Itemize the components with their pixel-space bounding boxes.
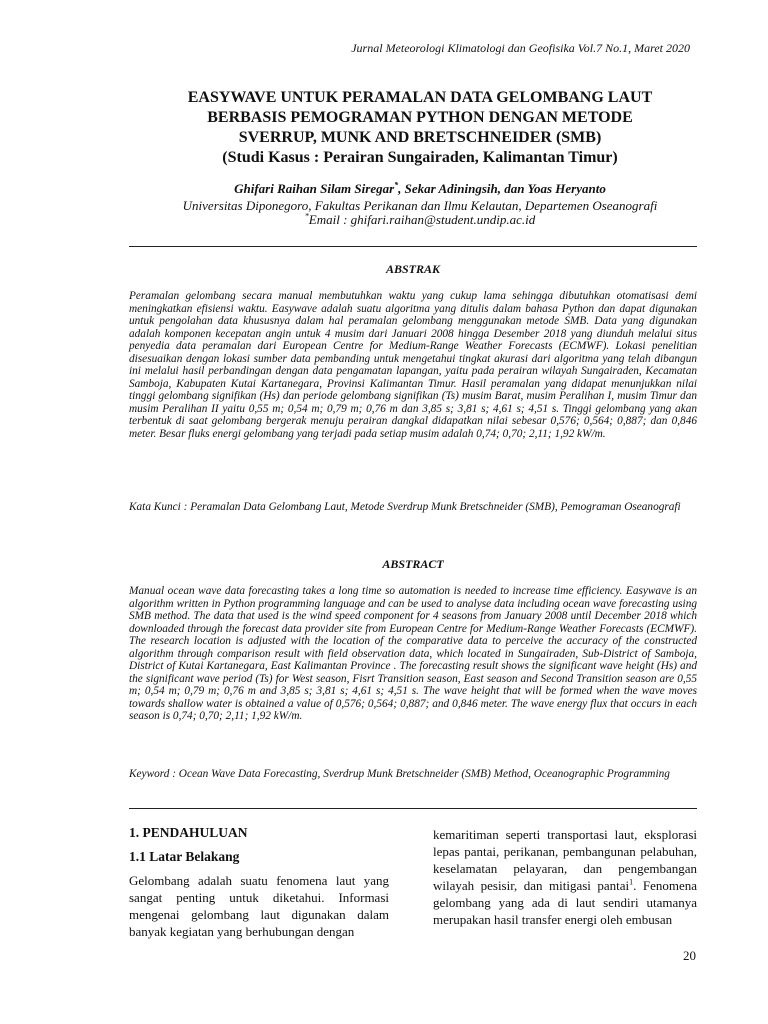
body-left-column (129, 825, 389, 940)
affiliation: Universitas Diponegoro, Fakultas Perikanan dan Ilmu Kelautan, Departemen Oseanografi (182, 198, 658, 213)
author-others: , Sekar Adiningsih, dan Yoas Heryanto (398, 181, 606, 196)
top-divider (129, 246, 697, 247)
abstrak-keywords: Kata Kunci : Peramalan Data Gelombang Laut, Metode Sverdrup Munk Bretschneider (SMB), Pemograman Oseanografi (129, 501, 681, 513)
email-mark: * (304, 211, 309, 221)
journal-header: Jurnal Meteorologi Klimatologi dan Geofisika Vol.7 No.1, Maret 2020 (351, 41, 690, 55)
corresponding-mark: * (394, 180, 399, 190)
author-list (100, 180, 740, 197)
paper-title (120, 88, 720, 168)
title-case-study: (Studi Kasus : Perairan Sungairaden, Kalimantan Timur) (222, 149, 618, 166)
author-1: Ghifari Raihan Silam Siregar (234, 181, 395, 196)
abstract-text: Manual ocean wave data forecasting takes a long time so automation is needed to increase time efficiency. Easywave is an algorithm written in Python programming language and can be used to analyse data including ocean wave forecasting using SMB method. The data that used is the wind speed component for 4 seasons from January 2008 until December 2018 which downloaded through the forecast data provider site from European Centre for Medium-Range Weather Forecasts (ECMWF). The research location is adjusted with the location of the comparative data to perceive the accuracy of the constructed algorithm through comparison result with field observation data, which located in Sungairaden, Sub-District of Samboja, District of Kutai Kartanegara, East Kalimantan Province . The forecasting result shows the significant wave height (Hs) and the significant wave period (Ts) for West season, Fisrt Transition season, East season and Second Transition season are 0,55 m; 0,54 m; 0,79 m; 0,76 m and 3,85 s; 3,81 s; 4,61 s; 4,51 s. The wave height that will be formed when the wave moves towards shallow water is obtained a value of 0,576; 0,564; 0,887; and 0,846 meter. The wave energy flux that occurs in each season is 0,74; 0,70; 2,11; 1,92 kW/m. (129, 585, 697, 722)
abstract-heading: ABSTRACT (382, 557, 444, 571)
abstrak-heading: ABSTRAK (385, 262, 441, 276)
section-heading: 1. PENDAHULUAN (129, 825, 248, 840)
bottom-divider (129, 808, 697, 809)
paragraph-text: kemaritiman seperti transportasi laut, eksplorasi lepas pantai, perikanan, pembangunan pelabuhan, keselamatan pelayaran, dan pengembangan wilayah pesisir, dan mitigasi pantai (433, 827, 697, 893)
body-paragraph-right (433, 826, 697, 928)
body-paragraph-left: Gelombang adalah suatu fenomena laut yang sangat penting untuk diketahui. Informasi mengenai gelombang laut digunakan dalam banyak kegiatan yang berhubungan dengan (129, 873, 389, 939)
paragraph-text-cont: . Fenomena gelombang yang ada di laut sendiri utamanya merupakan hasil transfer energi oleh embusan (433, 878, 697, 927)
subsection-heading: 1.1 Latar Belakang (129, 849, 240, 864)
corresponding-email: Email : ghifari.raihan@student.undip.ac.id (308, 212, 536, 227)
title-line-3: SVERRUP, MUNK AND BRETSCHNEIDER (SMB) (238, 129, 602, 146)
abstract-keywords: Keyword : Ocean Wave Data Forecasting, Sverdrup Munk Bretschneider (SMB) Method, Oceanographic Programming (129, 768, 670, 780)
email-line (100, 211, 740, 228)
body-right-column (433, 826, 697, 928)
title-line-2: BERBASIS PEMOGRAMAN PYTHON DENGAN METODE (207, 109, 633, 126)
title-line-1: EASYWAVE UNTUK PERAMALAN DATA GELOMBANG LAUT (187, 89, 653, 106)
citation-ref: 1 (629, 877, 634, 887)
page-number: 20 (683, 948, 696, 963)
abstrak-text: Peramalan gelombang secara manual membutuhkan waktu yang cukup lama sehingga dibutuhkan otomatisasi demi meningkatkan efisiensi waktu. Easywave adalah suatu algoritma yang ditulis dalam bahasa Python dan dapat digunakan untuk pengolahan data khususnya dalam hal peramalan gelombang menggunakan metode SMB. Data yang digunakan adalah komponen kecepatan angin untuk 4 musim dari Januari 2008 hingga Desember 2018 yang diunduh melalui situs penyedia data peramalan dari European Centre for Medium-Range Weather Forecasts (ECMWF). Lokasi penelitian disesuaikan dengan lokasi sumber data pembanding untuk mengetahui tingkat akurasi dari algoritma yang telah dibangun ini melalui hasil perbandingan dengan data pengamatan lapangan, yaitu pada perairan wilayah Sungairaden, Kecamatan Samboja, Kabupaten Kutai Kartanegara, Provinsi Kalimantan Timur. Hasil peramalan yang didapat menunjukkan nilai tinggi gelombang signifikan (Hs) dan periode gelombang signifikan (Ts) musim Barat, musim Peralihan I, musim Timur dan musim Peralihan II yaitu 0,55 m; 0,54 m; 0,79 m; 0,76 m dan 3,85 s; 3,81 s; 4,61 s; 4,51 s. Tinggi gelombang yang akan terbentuk di saat gelombang bergerak menuju perairan dangkal didapatkan nilai sebesar 0,576; 0,564; 0,887; dan 0,846 meter. Besar fluks energi gelombang yang terjadi pada setiap musim adalah 0,74; 0,70; 2,11; 1,92 kW/m. (129, 290, 697, 440)
